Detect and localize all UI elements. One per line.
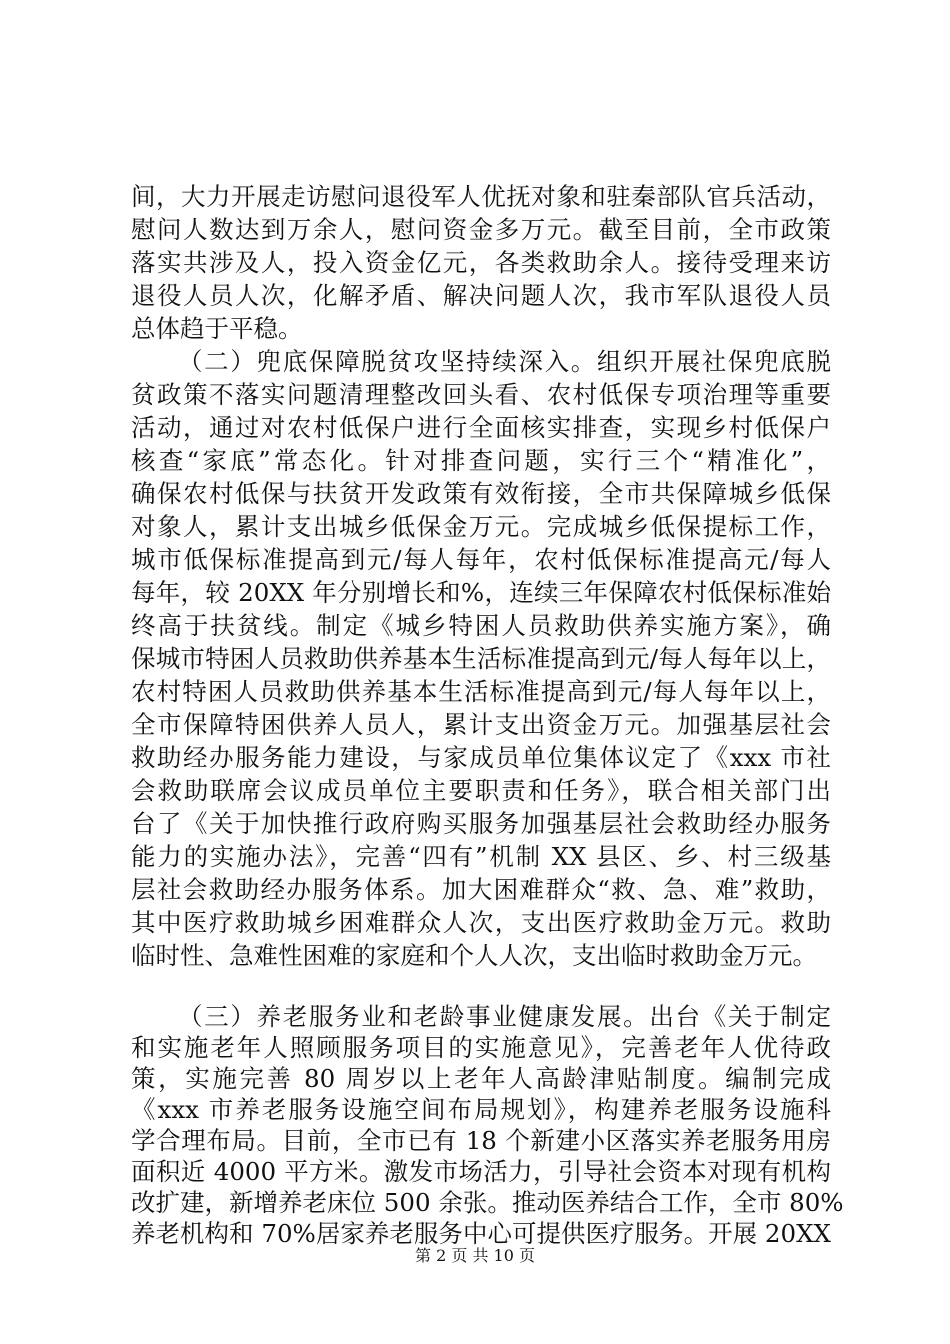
text-line: 慰问人数达到万余人，慰问资金多万元。截至目前，全市政策	[131, 215, 831, 244]
text-line: 每年，较 20XX 年分别增长和%，连续三年保障农村低保标准始	[131, 578, 831, 607]
page-number-footer: 第 2 页 共 10 页	[415, 1246, 535, 1265]
text-line: （二）兜底保障脱贫攻坚持续深入。组织开展社保兜底脱	[178, 347, 831, 376]
text-line: 学合理布局。目前，全市已有 18 个新建小区落实养老服务用房	[131, 1126, 831, 1155]
text-line: （三）养老服务业和老龄事业健康发展。出台《关于制定	[178, 1002, 831, 1031]
text-line: 确保农村低保与扶贫开发政策有效衔接，全市共保障城乡低保	[131, 479, 831, 508]
text-line: 改扩建，新增养老床位 500 余张。推动医养结合工作，全市 80%	[131, 1188, 844, 1217]
text-line: 农村特困人员救助供养基本生活标准提高到元/每人每年以上，	[131, 677, 831, 706]
text-line: 退役人员人次，化解矛盾、解决问题人次，我市军队退役人员	[131, 281, 831, 310]
text-line: 保城市特困人员救助供养基本生活标准提高到元/每人每年以上，	[131, 644, 831, 673]
text-line: 城市低保标准提高到元/每人每年，农村低保标准提高元/每人	[131, 545, 831, 574]
text-line: 台了《关于加快推行政府购买服务加强基层社会救助经办服务	[131, 809, 831, 838]
text-line: 总体趋于平稳。	[131, 314, 303, 343]
text-line: 层社会救助经办服务体系。加大困难群众“救、急、难”救助，	[131, 875, 831, 904]
text-line: 活动，通过对农村低保户进行全面核实排查，实现乡村低保户	[131, 413, 831, 442]
text-line: 贫政策不落实问题清理整改回头看、农村低保专项治理等重要	[131, 380, 831, 409]
text-line: 核查“家底”常态化。针对排查问题，实行三个“精准化”，	[131, 446, 831, 475]
text-line: 救助经办服务能力建设，与家成员单位集体议定了《xxx 市社	[131, 743, 831, 772]
text-line: 其中医疗救助城乡困难群众人次，支出医疗救助金万元。救助	[131, 908, 831, 937]
text-line: 全市保障特困供养人员人，累计支出资金万元。加强基层社会	[131, 710, 831, 739]
text-line: 落实共涉及人，投入资金亿元，各类救助余人。接待受理来访	[131, 248, 831, 277]
text-line: 会救助联席会议成员单位主要职责和任务》，联合相关部门出	[131, 776, 831, 805]
text-line: 《xxx 市养老服务设施空间布局规划》，构建养老服务设施科	[131, 1095, 831, 1124]
text-line: 能力的实施办法》，完善“四有”机制 XX 县区、乡、村三级基	[131, 842, 831, 871]
text-line: 终高于扶贫线。制定《城乡特困人员救助供养实施方案》，确	[131, 611, 831, 640]
text-line: 对象人，累计支出城乡低保金万元。完成城乡低保提标工作，	[131, 512, 831, 541]
text-line: 临时性、急难性困难的家庭和个人人次，支出临时救助金万元。	[131, 941, 817, 970]
text-line: 和实施老年人照顾服务项目的实施意见》，完善老年人优待政	[131, 1033, 831, 1062]
text-line: 策，实施完善 80 周岁以上老年人高龄津贴制度。编制完成	[131, 1064, 831, 1093]
text-line: 养老机构和 70%居家养老服务中心可提供医疗服务。开展 20XX	[131, 1219, 831, 1248]
text-line: 间，大力开展走访慰问退役军人优抚对象和驻秦部队官兵活动，	[131, 182, 831, 211]
text-line: 面积近 4000 平方米。激发市场活力，引导社会资本对现有机构	[131, 1157, 831, 1186]
